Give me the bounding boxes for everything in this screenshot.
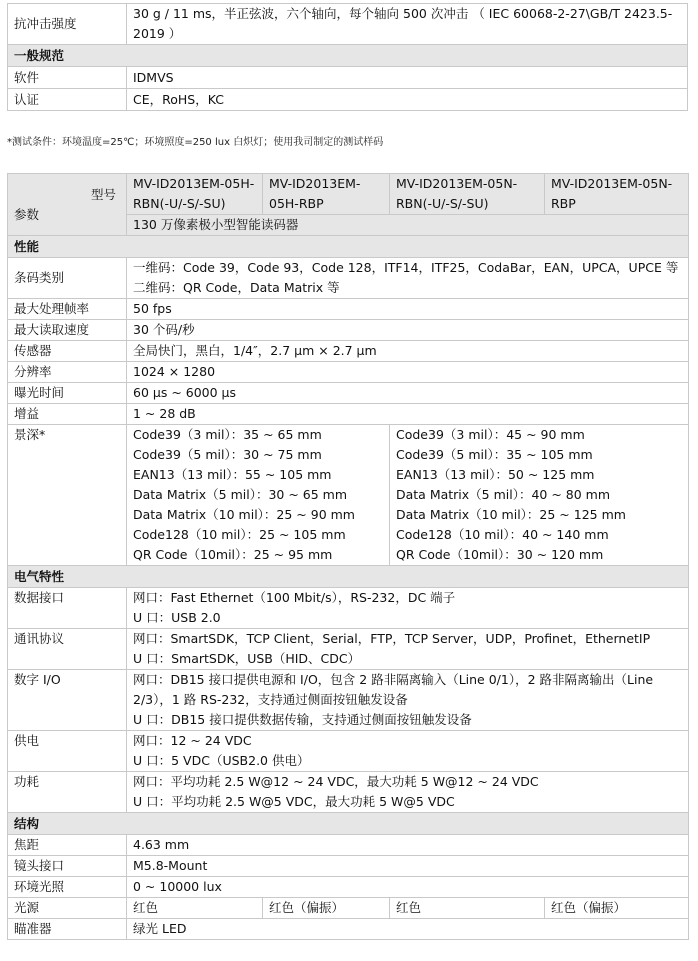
aimer-value: 绿光 LED xyxy=(127,919,689,940)
max-fps-label: 最大处理帧率 xyxy=(8,299,127,320)
dof-left-3: EAN13（13 mil）：55 ~ 105 mm xyxy=(133,467,332,482)
dof-left-4: Data Matrix（5 mil）：30 ~ 65 mm xyxy=(133,487,348,502)
barcode-line-2: 二维码：QR Code，Data Matrix 等 xyxy=(133,280,340,295)
protocol-line-1: 网口：SmartSDK，TCP Client，Serial，FTP，TCP Server，UDP，Profinet，EthernetIP xyxy=(133,631,651,646)
power-line-1: 网口：12 ~ 24 VDC xyxy=(133,733,252,748)
light-value-1: 红色 xyxy=(127,898,263,919)
data-if-line-1: 网口：Fast Ethernet（100 Mbit/s），RS-232，DC 端子 xyxy=(133,590,456,605)
lens-value: M5.8-Mount xyxy=(127,856,689,877)
dof-left-2: Code39（5 mil）：30 ~ 75 mm xyxy=(133,447,322,462)
light-label: 光源 xyxy=(8,898,127,919)
light-value-3: 红色 xyxy=(390,898,545,919)
model-2: MV-ID2013EM-05H-RBP xyxy=(263,174,390,215)
focal-label: 焦距 xyxy=(8,835,127,856)
shock-value: 30 g / 11 ms，半正弦波，六个轴向，每个轴向 500 次冲击 （ IEC 60068-2-27\GB/T 2423.5-2019 ） xyxy=(127,4,688,45)
dof-right xyxy=(390,425,689,566)
dio-line-2: U 口：DB15 接口提供数据传输，支持通过侧面按钮触发设备 xyxy=(133,712,472,727)
data-if-value xyxy=(127,588,689,629)
dio-label: 数字 I/O xyxy=(8,670,127,731)
data-if-label: 数据接口 xyxy=(8,588,127,629)
protocol-line-2: U 口：SmartSDK，USB（HID、CDC） xyxy=(133,651,361,666)
cert-label: 认证 xyxy=(8,89,127,111)
dof-right-5: Data Matrix（10 mil）：25 ~ 125 mm xyxy=(396,507,626,522)
model-3: MV-ID2013EM-05N-RBN(-U/-S/-SU) xyxy=(390,174,545,215)
dof-left-7: QR Code（10mil）：25 ~ 95 mm xyxy=(133,547,333,562)
power-label: 供电 xyxy=(8,731,127,772)
barcode-label: 条码类别 xyxy=(8,258,127,299)
dof-left-6: Code128（10 mil）：25 ~ 105 mm xyxy=(133,527,346,542)
elec-section-title: 电气特性 xyxy=(8,566,689,588)
light-value-4: 红色（偏振） xyxy=(545,898,689,919)
dof-right-6: Code128（10 mil）：40 ~ 140 mm xyxy=(396,527,609,542)
consumption-line-2: U 口：平均功耗 2.5 W@5 VDC，最大功耗 5 W@5 VDC xyxy=(133,794,455,809)
exposure-label: 曝光时间 xyxy=(8,383,127,404)
header-corner xyxy=(8,174,127,236)
software-value: IDMVS xyxy=(127,67,688,89)
exposure-value: 60 μs ~ 6000 μs xyxy=(127,383,689,404)
top-spec-table xyxy=(7,3,688,111)
dio-value xyxy=(127,670,689,731)
barcode-value xyxy=(127,258,689,299)
protocol-label: 通讯协议 xyxy=(8,629,127,670)
dof-left xyxy=(127,425,390,566)
consumption-label: 功耗 xyxy=(8,772,127,813)
dof-right-2: Code39（5 mil）：35 ~ 105 mm xyxy=(396,447,593,462)
barcode-line-1: 一维码：Code 39，Code 93，Code 128，ITF14，ITF25，CodaBar，EAN，UPCA，UPCE 等 xyxy=(133,260,679,275)
ambient-value: 0 ~ 10000 lux xyxy=(127,877,689,898)
model-4: MV-ID2013EM-05N-RBP xyxy=(545,174,689,215)
max-read-label: 最大读取速度 xyxy=(8,320,127,341)
sensor-label: 传感器 xyxy=(8,341,127,362)
dof-left-1: Code39（3 mil）：35 ~ 65 mm xyxy=(133,427,322,442)
cert-value: CE，RoHS，KC xyxy=(127,89,688,111)
power-line-2: U 口：5 VDC（USB2.0 供电） xyxy=(133,753,310,768)
dof-left-5: Data Matrix（10 mil）：25 ~ 90 mm xyxy=(133,507,355,522)
dof-label: 景深* xyxy=(8,425,127,566)
model-1: MV-ID2013EM-05H-RBN(-U/-S/-SU) xyxy=(127,174,263,215)
dof-right-1: Code39（3 mil）：45 ~ 90 mm xyxy=(396,427,585,442)
param-label: 参数 xyxy=(14,206,40,222)
power-value xyxy=(127,731,689,772)
dio-line-1: 网口：DB15 接口提供电源和 I/O，包含 2 路非隔离输入（Line 0/1），2 路非隔离输出（Line 2/3），1 路 RS-232，支持通过侧面按钮触发设备 xyxy=(133,672,654,707)
gain-label: 增益 xyxy=(8,404,127,425)
gain-value: 1 ~ 28 dB xyxy=(127,404,689,425)
sensor-value: 全局快门，黑白，1/4″，2.7 μm × 2.7 μm xyxy=(127,341,689,362)
lens-label: 镜头接口 xyxy=(8,856,127,877)
test-conditions-note: *测试条件：环境温度=25℃；环境照度=250 lux 白炽灯；使用我司制定的测试样码 xyxy=(7,137,384,148)
dof-right-3: EAN13（13 mil）：50 ~ 125 mm xyxy=(396,467,595,482)
max-fps-value: 50 fps xyxy=(127,299,689,320)
data-if-line-2: U 口：USB 2.0 xyxy=(133,610,221,625)
ambient-label: 环境光照 xyxy=(8,877,127,898)
light-value-2: 红色（偏振） xyxy=(263,898,390,919)
aimer-label: 瞄准器 xyxy=(8,919,127,940)
general-section-title: 一般规范 xyxy=(8,45,688,67)
resolution-value: 1024 × 1280 xyxy=(127,362,689,383)
max-read-value: 30 个码/秒 xyxy=(127,320,689,341)
model-label: 型号 xyxy=(90,186,116,202)
product-desc: 130 万像素极小型智能读码器 xyxy=(127,215,689,236)
resolution-label: 分辨率 xyxy=(8,362,127,383)
software-label: 软件 xyxy=(8,67,127,89)
dof-right-7: QR Code（10mil）：30 ~ 120 mm xyxy=(396,547,604,562)
consumption-value xyxy=(127,772,689,813)
consumption-line-1: 网口：平均功耗 2.5 W@12 ~ 24 VDC，最大功耗 5 W@12 ~ 24 VDC xyxy=(133,774,539,789)
protocol-value xyxy=(127,629,689,670)
struct-section-title: 结构 xyxy=(8,813,689,835)
perf-section-title: 性能 xyxy=(8,236,689,258)
shock-label: 抗冲击强度 xyxy=(8,4,127,45)
main-spec-table xyxy=(7,173,689,940)
dof-right-4: Data Matrix（5 mil）：40 ~ 80 mm xyxy=(396,487,611,502)
focal-value: 4.63 mm xyxy=(127,835,689,856)
